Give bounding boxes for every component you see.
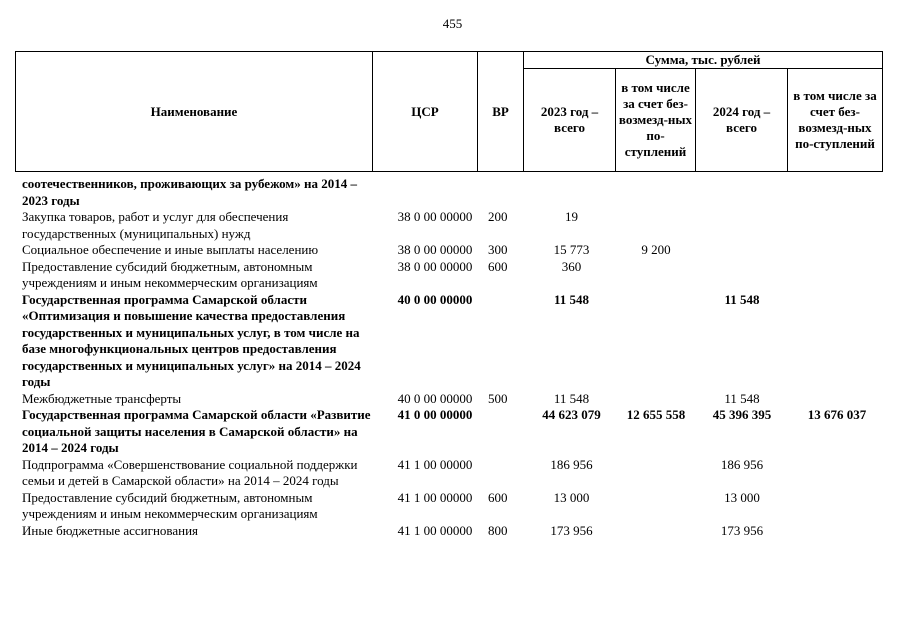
cell-2023-free (617, 457, 695, 490)
header-csr: ЦСР (373, 52, 478, 172)
cell-csr: 40 0 00 00000 (397, 390, 473, 406)
budget-table (22, 176, 885, 539)
cell-2023-free (617, 391, 695, 408)
table-row (22, 242, 885, 259)
cell-vr (488, 292, 526, 391)
cell-vr: 500 (488, 390, 508, 406)
cell-2023-free (617, 176, 695, 209)
table-row (22, 490, 885, 523)
cell-csr: 38 0 00 00000 (397, 209, 473, 224)
cell-2024-total: 11 548 (724, 390, 760, 406)
cell-name: Предоставление субсидий бюджетным, автономным учреждениям и иным некоммерческим организациям (22, 489, 318, 521)
cell-2023-free: 9 200 (641, 242, 671, 257)
header-2023-free: в том числе за счет без-возмезд-ных по-ступлений (616, 69, 696, 172)
cell-2024-free (789, 292, 885, 391)
cell-vr: 800 (488, 522, 508, 538)
cell-2023-total: 173 956 (550, 522, 593, 538)
header-name: Наименование (16, 52, 373, 172)
header-2024-total: 2024 год – всего (696, 69, 788, 172)
header-2023-total: 2023 год – всего (524, 69, 616, 172)
cell-csr: 41 1 00 00000 (397, 522, 473, 538)
cell-csr: 38 0 00 00000 (397, 242, 473, 257)
cell-name: Социальное обеспечение и иные выплаты населению (22, 242, 319, 257)
cell-vr: 300 (488, 242, 508, 257)
table-row (22, 457, 885, 490)
cell-2024-free (789, 490, 885, 523)
cell-2024-total: 13 000 (724, 489, 760, 505)
cell-2023-total: 11 548 (553, 291, 590, 307)
cell-name: Межбюджетные трансферты (22, 390, 182, 406)
cell-2024-total: 11 548 (724, 291, 760, 307)
cell-2024-total: 173 956 (720, 522, 764, 538)
cell-vr: 200 (488, 209, 508, 224)
table-header (15, 51, 883, 172)
table-row (22, 209, 885, 242)
cell-csr: 41 0 00 00000 (397, 407, 473, 422)
cell-2024-free (789, 242, 885, 259)
cell-2023-total: 186 956 (550, 456, 593, 472)
cell-name: Государственная программа Самарской области «Оптимизация и повышение качества предоставления государственных и муниципальных услуг, в том числе на базе многофункциональных центров предоставления государственных и муниципальных услуг» на 2014 – 2024 годы (22, 291, 361, 389)
cell-2023-total: 44 623 079 (542, 407, 601, 422)
cell-csr (382, 176, 488, 209)
header-2024-free: в том числе за счет без-возмезд-ных по-ступлений (788, 69, 883, 172)
cell-2023-free (617, 523, 695, 540)
cell-2024-total (695, 242, 789, 259)
cell-2023-total: 19 (565, 209, 578, 224)
cell-2023-free (617, 209, 695, 242)
cell-2023-total (526, 176, 617, 209)
table-row (22, 259, 885, 292)
cell-2023-total: 15 773 (553, 242, 590, 257)
cell-name: Закупка товаров, работ и услуг для обеспечения государственных (муниципальных) нужд (22, 209, 289, 241)
cell-2024-free (789, 209, 885, 242)
cell-2024-free (789, 176, 885, 209)
cell-2023-total: 11 548 (553, 390, 590, 406)
cell-2023-total: 360 (561, 258, 582, 274)
cell-csr: 40 0 00 00000 (397, 291, 473, 307)
table-row (22, 176, 885, 209)
cell-2023-free: 12 655 558 (626, 407, 686, 422)
cell-name: Государственная программа Самарской области «Развитие социальной защиты населения в Самарской области» на 2014 – 2024 годы (22, 407, 371, 455)
cell-2023-free (617, 292, 695, 391)
cell-2024-total (695, 259, 789, 292)
header-sum-group: Сумма, тыс. рублей (524, 52, 883, 69)
table-row (22, 407, 885, 457)
cell-2023-total: 13 000 (553, 489, 590, 505)
cell-vr (488, 407, 526, 457)
table-row (22, 292, 885, 391)
cell-csr: 41 1 00 00000 (397, 456, 473, 472)
cell-name: Иные бюджетные ассигнования (22, 522, 199, 538)
cell-2023-free (617, 259, 695, 292)
cell-2024-free (789, 523, 885, 540)
cell-vr: 600 (488, 258, 508, 274)
cell-2024-free (789, 457, 885, 490)
cell-2024-free (789, 391, 885, 408)
cell-csr: 41 1 00 00000 (397, 489, 473, 505)
cell-name: Подпрограмма «Совершенствование социальной поддержки семьи и детей в Самарской области» на 2014 – 2024 годы (22, 456, 358, 488)
cell-2024-total (695, 176, 789, 209)
cell-name: соотечественников, проживающих за рубежом» на 2014 – 2023 годы (22, 176, 358, 208)
header-vr: ВР (478, 52, 524, 172)
page-number: 455 (442, 16, 463, 31)
cell-2024-total (695, 209, 789, 242)
cell-2024-free (789, 259, 885, 292)
table-row (22, 391, 885, 408)
cell-vr (488, 457, 526, 490)
cell-csr: 38 0 00 00000 (397, 258, 473, 274)
cell-2024-total: 45 396 395 (712, 407, 772, 422)
cell-2024-free: 13 676 037 (807, 407, 867, 422)
table-row (22, 523, 885, 540)
cell-vr (488, 176, 526, 209)
cell-vr: 600 (488, 489, 508, 505)
cell-2023-free (617, 490, 695, 523)
cell-name: Предоставление субсидий бюджетным, автономным учреждениям и иным некоммерческим организациям (22, 258, 318, 290)
cell-2024-total: 186 956 (720, 456, 764, 472)
